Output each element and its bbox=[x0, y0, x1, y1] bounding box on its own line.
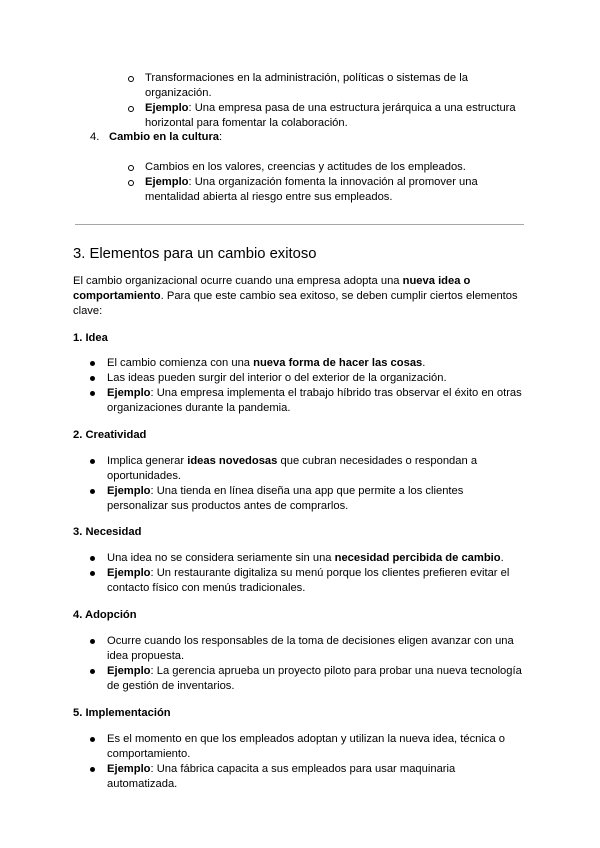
list-item bbox=[0, 566, 527, 596]
list-item-bold: Ejemplo bbox=[107, 387, 151, 399]
section-intro bbox=[73, 274, 523, 319]
bullet-icon bbox=[90, 361, 95, 366]
bullet-icon bbox=[90, 669, 95, 674]
list-item-text: Ocurre cuando los responsables de la toma de decisiones eligen avanzar con una idea propuesta. bbox=[107, 635, 514, 662]
list-item-text-end: . bbox=[500, 552, 504, 564]
bullet-list-creatividad bbox=[0, 454, 600, 514]
hollow-bullet-icon bbox=[128, 76, 134, 82]
list-item-text: Transformaciones en la administración, políticas o sistemas de la organización. bbox=[145, 72, 468, 99]
hollow-bullet-icon bbox=[128, 165, 134, 171]
item-number: 4. bbox=[90, 131, 100, 143]
bullet-icon bbox=[90, 556, 95, 561]
list-item bbox=[0, 386, 527, 416]
intro-bold: nueva idea o comportamiento bbox=[73, 275, 471, 302]
list-item bbox=[0, 371, 527, 386]
bullet-icon bbox=[90, 391, 95, 396]
list-item-text: : Una organización fomenta la innovación al promover una mentalidad abierta al riesgo entre sus empleados. bbox=[145, 176, 478, 203]
horizontal-divider bbox=[75, 224, 524, 225]
list-item-text-end: que cubran necesidades o respondan a oportunidades. bbox=[107, 455, 478, 482]
sub-bullet-list-2 bbox=[0, 160, 600, 205]
list-item bbox=[0, 175, 525, 205]
bullet-list-necesidad bbox=[0, 551, 600, 596]
list-item-bold: ideas novedosas bbox=[187, 455, 278, 467]
list-item bbox=[0, 484, 527, 514]
list-item bbox=[0, 356, 527, 371]
bullet-icon bbox=[90, 571, 95, 576]
list-item bbox=[0, 160, 525, 175]
list-item-text: Una idea no se considera seriamente sin una bbox=[107, 552, 335, 564]
list-item bbox=[0, 454, 527, 484]
subsection-heading-creatividad: 2. Creatividad bbox=[73, 429, 147, 441]
section-heading: 3. Elementos para un cambio exitoso bbox=[73, 246, 317, 262]
subsection-heading-necesidad: 3. Necesidad bbox=[73, 526, 142, 538]
list-item-bold: Ejemplo bbox=[145, 176, 189, 188]
subsection-heading-implementacion: 5. Implementación bbox=[73, 707, 171, 719]
list-item-text-end: : Una tienda en línea diseña una app que permite a los clientes personalizar sus productos antes de comprarlos. bbox=[107, 485, 464, 512]
numbered-item-culture bbox=[90, 130, 222, 145]
bullet-icon bbox=[90, 376, 95, 381]
list-item-bold: Ejemplo bbox=[107, 763, 151, 775]
bullet-icon bbox=[90, 459, 95, 464]
subsection-heading-adopcion: 4. Adopción bbox=[73, 609, 137, 621]
bullet-list-idea bbox=[0, 356, 600, 416]
subsection-heading-idea: 1. Idea bbox=[73, 332, 108, 344]
list-item bbox=[0, 71, 525, 101]
list-item-text: Cambios en los valores, creencias y actitudes de los empleados. bbox=[145, 161, 466, 173]
list-item-bold: Ejemplo bbox=[107, 665, 151, 677]
intro-text: El cambio organizacional ocurre cuando una empresa adopta una bbox=[73, 275, 403, 287]
hollow-bullet-icon bbox=[128, 180, 134, 186]
list-item-text-end: : Una fábrica capacita a sus empleados para usar maquinaria automatizada. bbox=[107, 763, 456, 790]
list-item-text: El cambio comienza con una bbox=[107, 357, 254, 369]
list-item-bold: Ejemplo bbox=[145, 102, 189, 114]
list-item-text-end: . bbox=[422, 357, 426, 369]
list-item-bold: Ejemplo bbox=[107, 485, 151, 497]
list-item-bold: necesidad percibida de cambio bbox=[334, 552, 501, 564]
bullet-icon bbox=[90, 767, 95, 772]
list-item-text: : Una empresa pasa de una estructura jerárquica a una estructura horizontal para fomentar la colaboración. bbox=[145, 102, 516, 129]
list-item-text: Las ideas pueden surgir del interior o del exterior de la organización. bbox=[107, 372, 447, 384]
list-item-text-end: : Una empresa implementa el trabajo híbrido tras observar el éxito en otras organizaciones durante la pandemia. bbox=[107, 387, 522, 414]
list-item bbox=[0, 634, 527, 664]
bullet-icon bbox=[90, 639, 95, 644]
list-item-bold: nueva forma de hacer las cosas bbox=[253, 357, 423, 369]
intro-text-end: . Para que este cambio sea exitoso, se deben cumplir ciertos elementos clave: bbox=[73, 290, 518, 317]
sub-bullet-list-1 bbox=[0, 71, 600, 131]
item-title: Cambio en la cultura bbox=[109, 131, 220, 143]
list-item-text: Implica generar bbox=[107, 455, 188, 467]
list-item bbox=[0, 101, 525, 131]
list-item bbox=[0, 762, 527, 792]
hollow-bullet-icon bbox=[128, 106, 134, 112]
list-item-text-end: : Un restaurante digitaliza su menú porque los clientes prefieren evitar el contacto físico con menús tradicionales. bbox=[107, 567, 510, 594]
bullet-icon bbox=[90, 737, 95, 742]
bullet-list-implementacion bbox=[0, 732, 600, 792]
item-suffix: : bbox=[219, 131, 223, 143]
bullet-icon bbox=[90, 489, 95, 494]
list-item-text: Es el momento en que los empleados adoptan y utilizan la nueva idea, técnica o comportamiento. bbox=[107, 733, 506, 760]
bullet-list-adopcion bbox=[0, 634, 600, 694]
list-item bbox=[0, 551, 527, 566]
list-item-text-end: : La gerencia aprueba un proyecto piloto para probar una nueva tecnología de gestión de inventarios. bbox=[107, 665, 522, 692]
list-item-bold: Ejemplo bbox=[107, 567, 151, 579]
list-item bbox=[0, 732, 527, 762]
list-item bbox=[0, 664, 527, 694]
